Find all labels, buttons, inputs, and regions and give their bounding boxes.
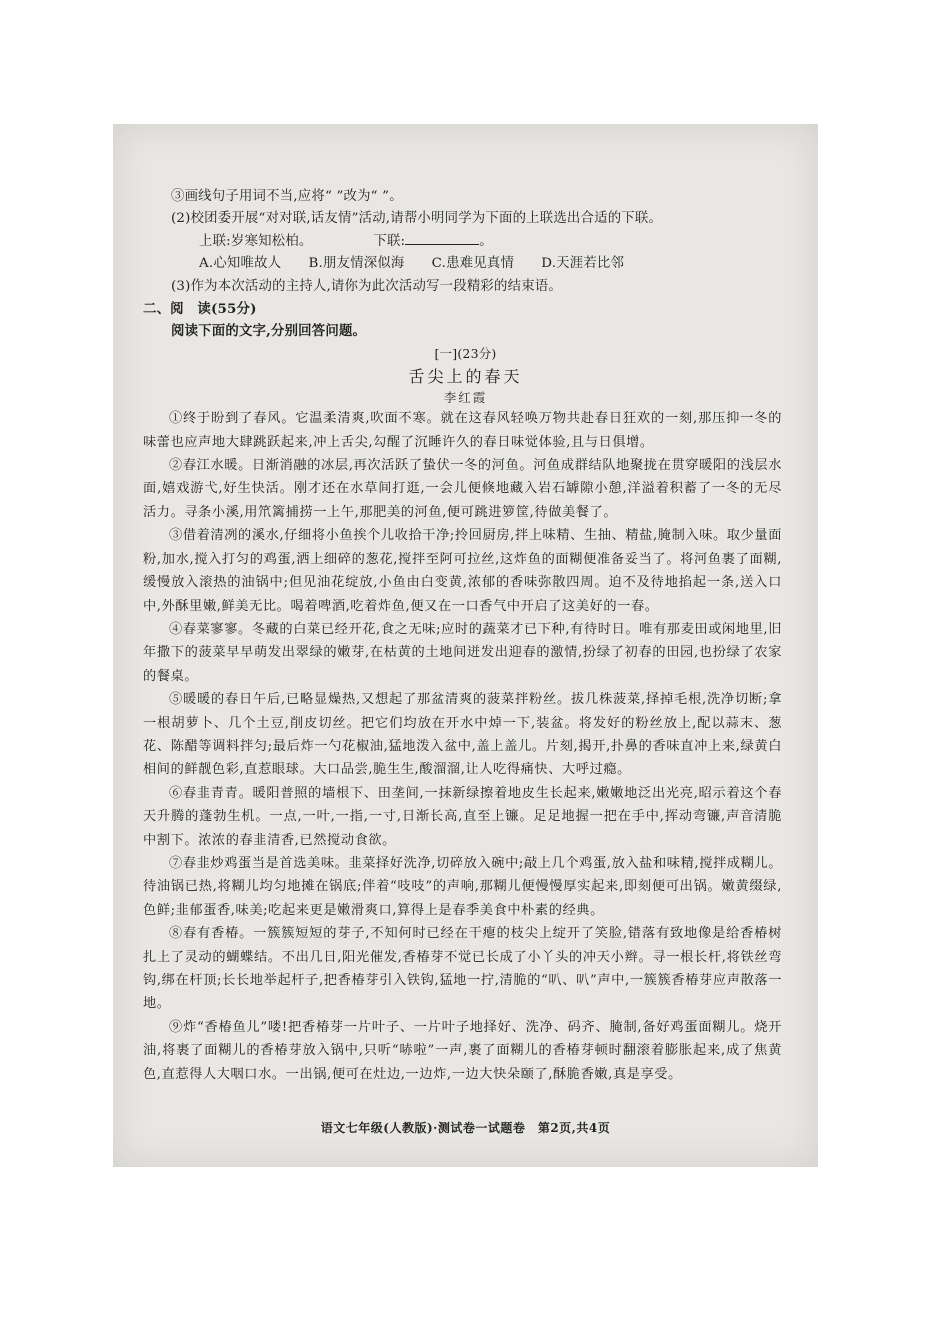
passage-author: 李红霞	[443, 390, 488, 406]
passage-paragraph-8: ⑧春有香椿。一簇簇短短的芽子,不知何时已经在干瘪的枝尖上绽开了笑脸,错落有致地像是给香椿树扎上了灵动的蝴蝶结。不出几日,阳光催发,香椿芽不觉已长成了小丫头的冲天小辫。寻一根长杆,将铁丝弯钩,绑在杆顶;长长地举起杆子,把香椿芽引入铁钩,猛地一拧,清脆的“叭、叭”声中,一簇簇香椿芽应声散落一地。	[143, 926, 782, 1012]
passage-body	[143, 407, 788, 1086]
passage-part-label: [一](23分)	[434, 345, 497, 361]
upper-couplet: 上联:岁寒知松柏。	[199, 233, 313, 249]
reading-instruction: 阅读下面的文字,分别回答问题。	[171, 323, 367, 340]
passage-paragraph-1: ①终于盼到了春风。它温柔清爽,吹面不寒。就在这春风轻唤万物共赴春日狂欢的一刻,那压抑一冬的味蕾也应声地大肆跳跃起来,冲上舌尖,勾醒了沉睡许久的春日味觉体验,且与日俱增。	[143, 411, 782, 450]
lower-couplet-label: 下联:	[373, 233, 406, 249]
couplet-line	[143, 231, 788, 253]
exam-page	[113, 124, 818, 1167]
answer-blank[interactable]	[405, 232, 479, 245]
section-heading-reading: 二、阅 读(55分)	[143, 301, 257, 318]
passage-paragraph-2: ②春江水暖。日渐消融的冰层,再次活跃了蛰伏一冬的河鱼。河鱼成群结队地聚拢在贯穿暖阳的浅层水面,嬉戏游弋,好生快活。刚才还在水草间打逛,一会儿便倏地藏入岩石罅隙小憩,洋溢着积蓄了一冬的无尽活力。寻条小溪,用笊篱捕捞一上午,那肥美的河鱼,便可跳进箩筐,待做美餐了。	[143, 458, 782, 520]
passage-title: 舌尖上的春天	[408, 367, 523, 387]
passage-paragraph-3: ③借着清冽的溪水,仔细将小鱼挨个儿收拾干净;拎回厨房,拌上味精、生抽、精盐,腌制入味。取少量面粉,加水,搅入打匀的鸡蛋,洒上细碎的葱花,搅拌至阿可拉丝,这炸鱼的面糊便准备妥当了。将河鱼裹了面糊,缓慢放入滚热的油锅中;但见油花绽放,小鱼由白变黄,浓郁的香味弥散四周。迫不及待地掐起一条,送入口中,外酥里嫩,鲜美无比。喝着啤酒,吃着炸鱼,便又在一口香气中开启了这美好的一春。	[143, 528, 782, 614]
passage-paragraph-9: ⑨炸“香椿鱼儿”喽!把香椿芽一片叶子、一片叶子地择好、洗净、码齐、腌制,备好鸡蛋面糊儿。烧开油,将裹了面糊儿的香椿芽放入锅中,只听“哧啦”一声,裹了面糊儿的香椿芽顿时翻滚着膨胀起来,成了焦黄色,直惹得人大咽口水。一出锅,便可在灶边,一边炸,一边大快朵颐了,酥脆香嫩,真是享受。	[143, 1019, 782, 1082]
passage-paragraph-7: ⑦春韭炒鸡蛋当是首选美味。韭菜择好洗净,切碎放入碗中;敲上几个鸡蛋,放入盐和味精,搅拌成糊儿。待油锅已热,将糊儿均匀地摊在锅底;伴着“吱吱”的声响,那糊儿便慢慢厚实起来,即刻便可出锅。嫩黄缀绿,色鲜;韭郁蛋香,味美;吃起来更是嫩滑爽口,算得上是春季美食中朴素的经典。	[143, 855, 782, 918]
question-3-closing: (3)作为本次活动的主持人,请你为此次活动写一段精彩的结束语。	[171, 278, 562, 294]
passage-paragraph-4: ④春菜寥寥。冬藏的白菜已经开花,食之无味;应时的蔬菜才已下种,有待时日。唯有那麦田或闲地里,旧年撒下的菠菜早早萌发出翠绿的嫩芽,在枯黄的土地间迸发出迎春的激情,扮绿了初春的田园,也扮绿了农家的餐桌。	[143, 621, 782, 684]
passage-paragraph-6: ⑥春韭青青。暖阳普照的墙根下、田垄间,一抹新绿擦着地皮生长起来,嫩嫩地泛出光亮,昭示着这个春天升腾的蓬勃生机。一点,一叶,一指,一寸,日渐长高,直至上镰。足足地握一把在手中,挥动弯镰,声音清脆中割下。浓浓的春韭清香,已然搅动食欲。	[143, 785, 782, 848]
page-content	[143, 186, 788, 1086]
passage-paragraph-5: ⑤暖暖的春日午后,已略显燥热,又想起了那盆清爽的菠菜拌粉丝。拔几株菠菜,择掉毛根,洗净切断;拿一根胡萝卜、几个土豆,削皮切丝。把它们均放在开水中焯一下,装盆。将发好的粉丝放上,配以蒜末、葱花、陈醋等调料拌匀;最后炸一勺花椒油,猛地泼入盆中,盖上盖儿。片刻,揭开,扑鼻的香味直冲上来,绿黄白相间的鲜靓色彩,直惹眼球。大口品尝,脆生生,酸溜溜,让人吃得痛快、大呼过瘾。	[143, 692, 782, 778]
question-2-couplet: (2)校团委开展“对对联,话友情”活动,请帮小明同学为下面的上联选出合适的下联。	[171, 211, 663, 227]
lower-couplet-end: 。	[479, 233, 493, 249]
question-1-3: ③画线句子用词不当,应将“ ”改为“ ”。	[171, 189, 403, 204]
page-footer: 语文七年级(人教版)·测试卷一试题卷 第2页,共4页	[320, 1121, 611, 1135]
couplet-options: A.心知唯故人 B.朋友情深似海 C.患难见真情 D.天涯若比邻	[199, 256, 625, 272]
